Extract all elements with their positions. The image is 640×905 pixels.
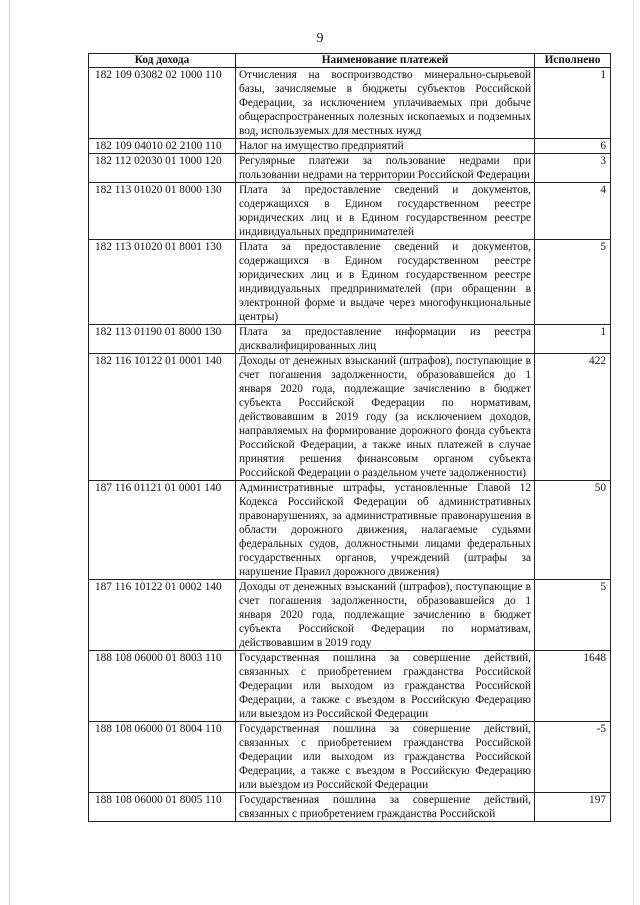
revenue-code: 182 113 01190 01 8000 130 xyxy=(89,325,236,354)
executed-amount: 422 xyxy=(535,354,611,481)
table-row xyxy=(89,580,611,651)
header-name: Наименование платежей xyxy=(236,54,535,68)
table-header xyxy=(89,54,611,68)
table-row xyxy=(89,325,611,354)
revenue-code: 187 116 10122 01 0002 140 xyxy=(89,580,236,651)
table-row xyxy=(89,154,611,183)
revenue-code: 188 108 06000 01 8003 110 xyxy=(89,651,236,722)
executed-amount: 1 xyxy=(535,325,611,354)
executed-amount: 50 xyxy=(535,481,611,580)
executed-amount: 5 xyxy=(535,580,611,651)
revenue-code: 182 113 01020 01 8000 130 xyxy=(89,183,236,240)
payment-name: Плата за предоставление сведений и документов, содержащихся в Едином государственном реестре юридических лиц и в Едином государственном реестре индивидуальных предпринимателей xyxy=(236,183,535,240)
page-number: 9 xyxy=(316,31,324,46)
table-row xyxy=(89,354,611,481)
revenue-table xyxy=(88,53,611,822)
scan-edge-right xyxy=(633,0,634,905)
payment-name: Плата за предоставление сведений и документов, содержащихся в Едином государственном реестре юридических лиц и в Едином государственном реестре индивидуальных предпринимателей (при обращении в электронной форме и выдаче через многофункциональные центры) xyxy=(236,240,535,325)
revenue-code: 188 108 06000 01 8004 110 xyxy=(89,722,236,793)
revenue-code: 182 112 02030 01 1000 120 xyxy=(89,154,236,183)
table-row xyxy=(89,651,611,722)
executed-amount: 3 xyxy=(535,154,611,183)
payment-name: Плата за предоставление информации из реестра дисквалифицированных лиц xyxy=(236,325,535,354)
payment-name: Государственная пошлина за совершение действий, связанных с приобретением гражданства Российской Федерации или выходом из гражданства Российской Федерации, а также с въездом в Российскую Федерацию или выездом из Российской Федерации xyxy=(236,651,535,722)
executed-amount: 5 xyxy=(535,240,611,325)
executed-amount: -5 xyxy=(535,722,611,793)
payment-name: Отчисления на воспроизводство минерально-сырьевой базы, зачисляемые в бюджеты субъектов Российской Федерации, за исключением уплачиваемых при добыче общераспространенных полезных ископаемых и подземных вод, используемых для местных нужд xyxy=(236,68,535,139)
revenue-code: 188 108 06000 01 8005 110 xyxy=(89,793,236,822)
table-row xyxy=(89,722,611,793)
executed-amount: 197 xyxy=(535,793,611,822)
revenue-code: 182 113 01020 01 8001 130 xyxy=(89,240,236,325)
header-code: Код дохода xyxy=(89,54,236,68)
table-row xyxy=(89,240,611,325)
executed-amount: 1 xyxy=(535,68,611,139)
table-row xyxy=(89,183,611,240)
payment-name: Налог на имущество предприятий xyxy=(236,139,535,154)
table-body xyxy=(89,68,611,822)
scan-edge-left xyxy=(9,0,10,905)
executed-amount: 4 xyxy=(535,183,611,240)
payment-name: Доходы от денежных взысканий (штрафов), поступающие в счет погашения задолженности, образовавшейся до 1 января 2020 года, подлежащие зачислению в бюджет субъекта Российской Федерации по нормативам, действовавшим в 2019 году (за исключением доходов, направляемых на формирование дорожного фонда субъекта Российской Федерации, а также иных платежей в случае принятия решения финансовым органом субъекта Российской Федерации о раздельном учете задолженности) xyxy=(236,354,535,481)
revenue-code: 182 109 04010 02 2100 110 xyxy=(89,139,236,154)
table-row xyxy=(89,481,611,580)
executed-amount: 1648 xyxy=(535,651,611,722)
table-row xyxy=(89,793,611,822)
payment-name: Регулярные платежи за пользование недрами при пользовании недрами на территории Российской Федерации xyxy=(236,154,535,183)
header-amount: Исполнено xyxy=(535,54,611,68)
table-row xyxy=(89,139,611,154)
payment-name: Государственная пошлина за совершение действий, связанных с приобретением гражданства Российской Федерации или выходом из гражданства Российской Федерации, а также с въездом в Российскую Федерацию или выездом из Российской Федерации xyxy=(236,722,535,793)
revenue-code: 182 116 10122 01 0001 140 xyxy=(89,354,236,481)
header-row xyxy=(89,54,611,68)
revenue-code: 187 116 01121 01 0001 140 xyxy=(89,481,236,580)
payment-name: Административные штрафы, установленные Главой 12 Кодекса Российской Федерации об административных правонарушениях, за административные правонарушения в области дорожного движения, налагаемые судьями федеральных судов, должностными лицами федеральных государственных органов, учреждений (штрафы за нарушение Правил дорожного движения) xyxy=(236,481,535,580)
payment-name: Государственная пошлина за совершение действий, связанных с приобретением гражданства Российской xyxy=(236,793,535,822)
revenue-code: 182 109 03082 02 1000 110 xyxy=(89,68,236,139)
table-row xyxy=(89,68,611,139)
executed-amount: 6 xyxy=(535,139,611,154)
payment-name: Доходы от денежных взысканий (штрафов), поступающие в счет погашения задолженности, образовавшейся до 1 января 2020 года, подлежащие зачислению в бюджет субъекта Российской Федерации по нормативам, действовавшим в 2019 году xyxy=(236,580,535,651)
